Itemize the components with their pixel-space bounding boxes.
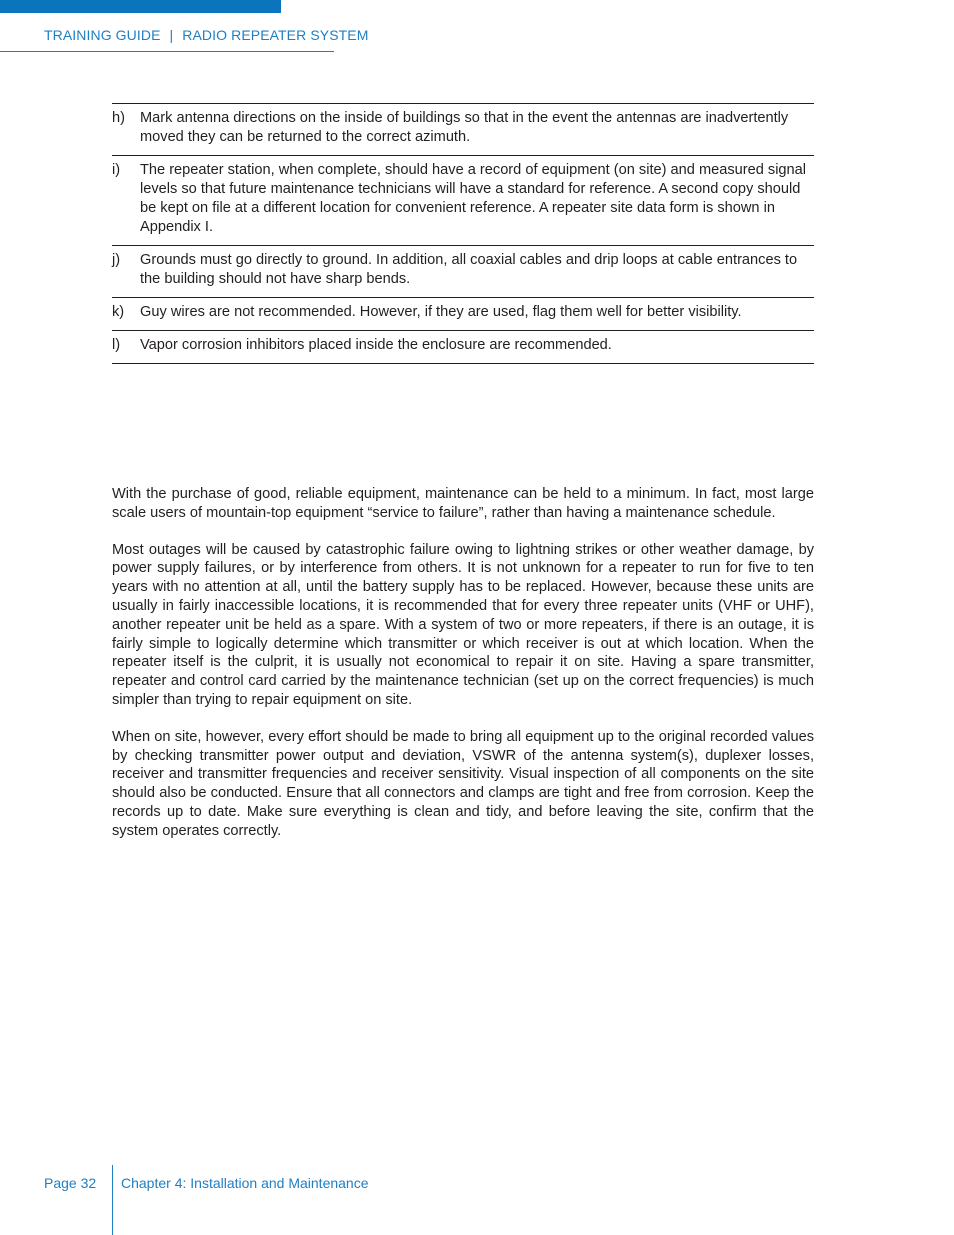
list-text: Vapor corrosion inhibitors placed inside the enclosure are recommended. <box>140 337 612 353</box>
header-accent-bar <box>0 0 281 13</box>
list-marker: l) <box>112 337 121 353</box>
header-rule <box>0 51 334 52</box>
chapter-title: Chapter 4: Installation and Maintenance <box>121 1175 369 1191</box>
page-number: Page 32 <box>44 1175 97 1191</box>
list-item-h <box>112 104 814 156</box>
list-marker: k) <box>112 304 125 320</box>
list-item-i <box>112 156 814 246</box>
body-paragraph-3: When on site, however, every effort should be made to bring all equipment up to the original recorded values by checking transmitter power output and deviation, VSWR of the antenna system(s), duplexer losses, receiver and transmitter frequencies and receiver sensitivity. Visual inspection of all components on the site should also be conducted. Ensure that all connectors and clamps are tight and free from corrosion. Keep the records up to date. Make sure everything is clean and tidy, and before leaving the site, confirm that the system operates correctly. <box>112 728 814 839</box>
recommendation-list <box>112 103 814 364</box>
list-marker: h) <box>112 110 125 126</box>
body-paragraph-2: Most outages will be caused by catastrophic failure owing to lightning strikes or other weather damage, by power supply failures, or by interference from others. It is not unknown for a repeater to run for five to ten years with no attention at all, until the battery supply has to be replaced. However, because these units are usually in fairly inaccessible locations, it is recommended that for every three repeater units (VHF or UHF), another repeater unit be held as a spare. With a system of two or more repeaters, if there is an outage, it is fairly simple to logically determine which transmitter or which receiver is out at which location. When the repeater itself is the culprit, it is usually not economical to repair it on site. Having a spare transmitter, repeater and control card carried by the maintenance technician (set up on the correct frequencies) is much simpler than trying to repair equipment on site. <box>112 541 814 708</box>
list-item-l <box>112 331 814 364</box>
list-marker: j) <box>112 252 121 268</box>
list-text: The repeater station, when complete, should have a record of equipment (on site) and measured signal levels so that future maintenance technicians will have a standard for reference. A second copy should be kept on file at a different location for convenient reference. A repeater site data form is shown in Appendix I. <box>140 162 807 235</box>
list-text: Mark antenna directions on the inside of buildings so that in the event the antennas are inadvertently moved they can be returned to the correct azimuth. <box>140 110 789 145</box>
list-item-k <box>112 298 814 331</box>
footer-divider <box>112 1165 113 1235</box>
list-text: Guy wires are not recommended. However, if they are used, flag them well for better visibility. <box>140 304 742 320</box>
body-paragraph-1: With the purchase of good, reliable equipment, maintenance can be held to a minimum. In fact, most large scale users of mountain-top equipment “service to failure”, rather than having a maintenance schedule. <box>112 486 814 521</box>
list-text: Grounds must go directly to ground. In addition, all coaxial cables and drip loops at cable entrances to the building should not have sharp bends. <box>140 252 798 287</box>
maintenance-body <box>112 485 814 859</box>
header-system-title: RADIO REPEATER SYSTEM <box>182 27 369 43</box>
running-header <box>44 27 369 43</box>
list-item-j <box>112 246 814 298</box>
header-guide-title: TRAINING GUIDE <box>44 27 161 43</box>
list-marker: i) <box>112 162 121 178</box>
header-separator: | <box>169 27 174 43</box>
